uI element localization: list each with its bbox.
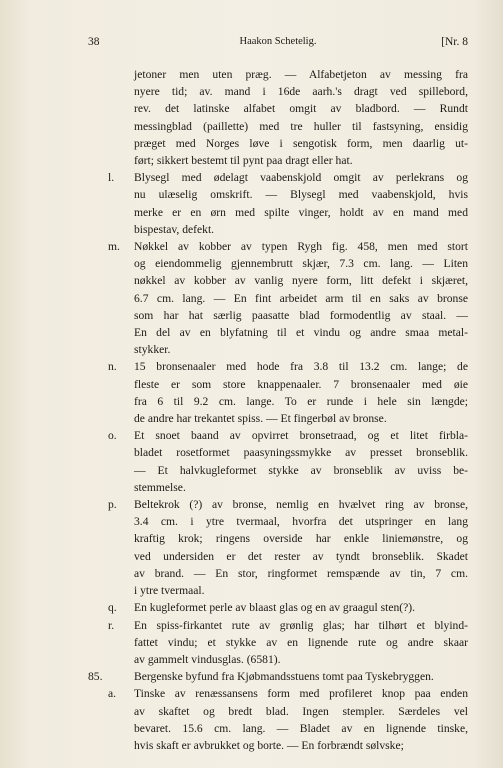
text-line: jetoner men uten præg. — Alfabetjeton av messing fra bbox=[134, 68, 468, 81]
entry-label: 85. bbox=[88, 670, 103, 684]
item-entry bbox=[88, 599, 468, 616]
running-header bbox=[88, 36, 468, 52]
entry-label: q. bbox=[108, 601, 117, 615]
text-line: av gammelt vindusglas. (6581). bbox=[134, 652, 281, 666]
text-line: Nøkkel av kobber av typen Rygh fig. 458, men med stort bbox=[134, 240, 468, 254]
text-line: præget med Norges løve i sengotisk form, men daarlig ut- bbox=[134, 136, 468, 150]
text-line: fleste er som store knappenaaler. 7 bronsenaaler med øie bbox=[134, 377, 468, 391]
text-line: fattet vindu; et stykke av en lignende rute og andre skaar bbox=[134, 635, 468, 649]
text-line: 3.4 cm. i ytre tvermaal, hvorfra det utspringer en lang bbox=[134, 515, 468, 529]
text-line: Et snoet baand av opvirret bronsetraad, og et litet firbla- bbox=[134, 429, 468, 443]
text-line: ført; sikkert bestemt til pynt paa dragt eller hat. bbox=[134, 154, 353, 168]
text-line: merke er en ørn med spilte vinger, holdt av en mand med bbox=[134, 205, 468, 219]
item-entry bbox=[88, 66, 468, 169]
page-body bbox=[88, 66, 468, 754]
text-line: som har hat særlig paasatte blad formodentlig av staal. — bbox=[134, 308, 468, 322]
entry-label: p. bbox=[108, 498, 117, 512]
entry-label: r. bbox=[108, 618, 115, 632]
text-line: 6.7 cm. lang. — En fint arbeidet arm til en saks av bronse bbox=[134, 291, 468, 305]
text-line: nyere tid; av. mand i 16de aarh.'s dragt ved spillebord, bbox=[134, 85, 468, 99]
text-line: og eiendommelig gjennembrutt skjær, 7.3 cm. lang. — Liten bbox=[134, 257, 468, 271]
text-line: Tinske av renæssansens form med profileret knop paa enden bbox=[134, 687, 468, 701]
page-number: 38 bbox=[88, 36, 100, 48]
text-line: fra 6 til 9.2 cm. lange. To er runde i hele sin længde; bbox=[134, 394, 468, 408]
text-line: i ytre tvermaal. bbox=[134, 584, 205, 598]
text-line: En spiss-firkantet rute av grønlig glas; har tilhørt et blyind- bbox=[134, 618, 468, 632]
text-line: bladet rosetformet paasyningssmykke av presset bronseblik. bbox=[134, 446, 468, 460]
text-line: bevaret. 15.6 cm. lang. — Bladet av en lignende tinske, bbox=[134, 721, 468, 735]
text-line: — Et halvkugleformet stykke av bronseblik av uviss be- bbox=[134, 463, 468, 477]
text-line: Bergenske byfund fra Kjøbmandsstuens tomt paa Tyskebryggen. bbox=[134, 670, 434, 684]
text-line: Beltekrok (?) av bronse, nemlig en hvælvet ring av bronse, bbox=[134, 498, 468, 512]
text-line: En kugleformet perle av blaast glas og en av graagul sten(?). bbox=[134, 601, 416, 615]
item-entry bbox=[88, 617, 468, 669]
text-line: En del av en blyfatning til et vindu og andre smaa metal- bbox=[134, 326, 468, 340]
entry-label: a. bbox=[108, 687, 117, 701]
item-entry bbox=[88, 358, 468, 427]
text-line: Blysegl med ødelagt vaabenskjold omgit av perlekrans og bbox=[134, 171, 468, 185]
section-entry bbox=[88, 668, 468, 685]
text-line: kraftig krok; ringens overside har enkle liniemønstre, og bbox=[134, 532, 468, 546]
running-title: Haakon Schetelig. bbox=[239, 36, 317, 47]
text-line: 15 bronsenaaler med hode fra 3.8 til 13.2 cm. lange; de bbox=[134, 360, 468, 374]
text-line: nu ulæselig omskrift. — Blysegl med vaabenskjold, hvis bbox=[134, 188, 468, 202]
text-line: ved undersiden er det rester av tyndt bronseblik. Skadet bbox=[134, 549, 468, 563]
item-entry bbox=[88, 685, 468, 754]
item-entry bbox=[88, 238, 468, 358]
text-line: rev. det latinske alfabet omgit av bladbord. — Rundt bbox=[134, 102, 468, 116]
text-line: bispestav, defekt. bbox=[134, 222, 215, 236]
text-line: stemmelse. bbox=[134, 480, 186, 494]
text-line: nøkkel av kobber av vanlig nyere form, litt defekt i skjæret, bbox=[134, 274, 468, 288]
entry-label: l. bbox=[108, 171, 115, 185]
item-entry bbox=[88, 496, 468, 599]
series-number: [Nr. 8 bbox=[441, 36, 468, 48]
item-entry bbox=[88, 169, 468, 238]
text-line: av skaftet og bredt blad. Ingen stempler. Særdeles vel bbox=[134, 704, 468, 718]
text-line: de andre har trekantet spiss. — Et fingerbøl av bronse. bbox=[134, 412, 387, 426]
entry-label: m. bbox=[108, 240, 120, 254]
item-entry bbox=[88, 427, 468, 496]
entry-label: n. bbox=[108, 360, 117, 374]
text-line: av brand. — En stor, ringformet remspænde av tin, 7 cm. bbox=[134, 566, 468, 580]
text-line: stykker. bbox=[134, 343, 171, 357]
entry-label: o. bbox=[108, 429, 117, 443]
text-line: messingblad (paillette) med tre huller til fastsyning, ensidig bbox=[134, 119, 468, 133]
text-line: hvis skaft er avbrukket og borte. — En forbrændt sølvske; bbox=[134, 738, 404, 752]
